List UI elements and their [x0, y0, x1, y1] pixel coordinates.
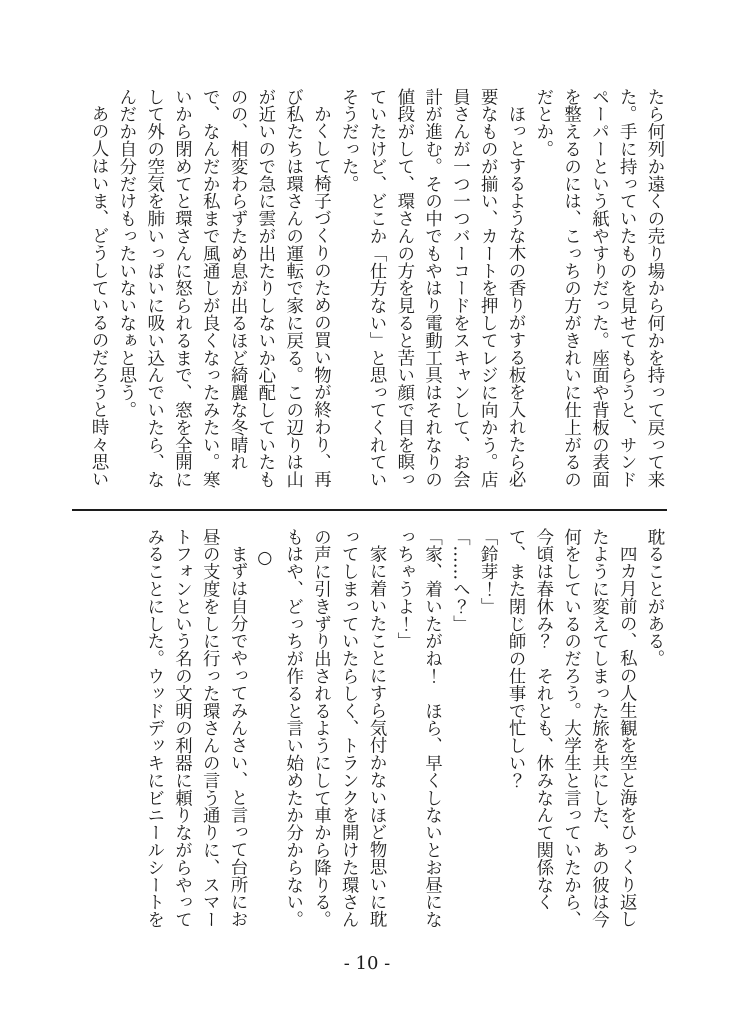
paragraph: かくして椅子づくりのための買い物が終わり、再び私たちは環さんの運転で家に戻る。この辺りは山が近いので急に雲が出たりしないか心配していたものの、相変わらずため息が出るほど綺麗な冬晴れで、なんだか私まで風通しが良くなったみたい。寒いから閉めてと環さんに怒られるまで、窓を全開にして外の空気を肺いっぱいに吸い込んでいたら、なんだか自分だけもったいないなぁと思う。 — [115, 88, 331, 489]
section-break-circle: ○ — [254, 548, 275, 568]
section-divider-rule — [72, 509, 667, 511]
dialogue-line: 「……へ？」 — [449, 528, 470, 633]
paragraph: あの人はいま、どうしているのだろうと時々思い — [88, 105, 109, 489]
paragraph: ほっとするような木の香りがする板を入れたら必要なものが揃い、カートを押してレジに向かう。店員さんが一つ一つバーコードをスキャンして、お会計が進む。その中でもやはり電動工具はそれなりの値段がして、環さんの方を見ると苦い顔で目を瞑っていたけど、どこか「仕方ない」と思ってくれていそうだった。 — [338, 88, 526, 489]
top-text-block — [82, 88, 667, 497]
paragraph: 四カ月前の、私の人生観を空と海をひっくり返したように変えてしまった旅を共にした、あの彼は今何をしているのだろう。大学生と言っていたから、今頃は春休み？ それとも、休みなんて関係なくて、また閉じ師の仕事で忙しい？ — [505, 528, 637, 929]
bottom-text-block — [82, 528, 667, 937]
paragraph: 耽ることがある。 — [644, 528, 664, 668]
page-number: - 10 - — [343, 953, 391, 974]
dialogue-line: 「家、着いたがね！ ほら、早くしないとお昼になっちゃうよ！」 — [393, 528, 442, 929]
paragraph: たら何列か遠くの売り場から何かを持って戻って来た。手に持っていたものを見せてもらうと、サンドペーパーという紙やすりだった。座面や背板の表面を整えるのには、こっちの方がきれいに仕上がるのだとか。 — [532, 88, 664, 489]
paragraph: 家に着いたことにすら気付かないほど物思いに耽ってしまっていたらしく、トランクを開けた環さんの声に引きずり出されるようにして車から降りる。もはや、どっちが作ると言い始めたか分からない。 — [282, 528, 387, 929]
paragraph: まずは自分でやってみんさい、と言って台所にお昼の支度をしに行った環さんの言う通りに、スマートフォンという名の文明の利器に頼りながらやってみることにした。ウッドデッキにビニールシートを — [143, 528, 248, 929]
dialogue-line: 「鈴芽！」 — [477, 528, 498, 615]
